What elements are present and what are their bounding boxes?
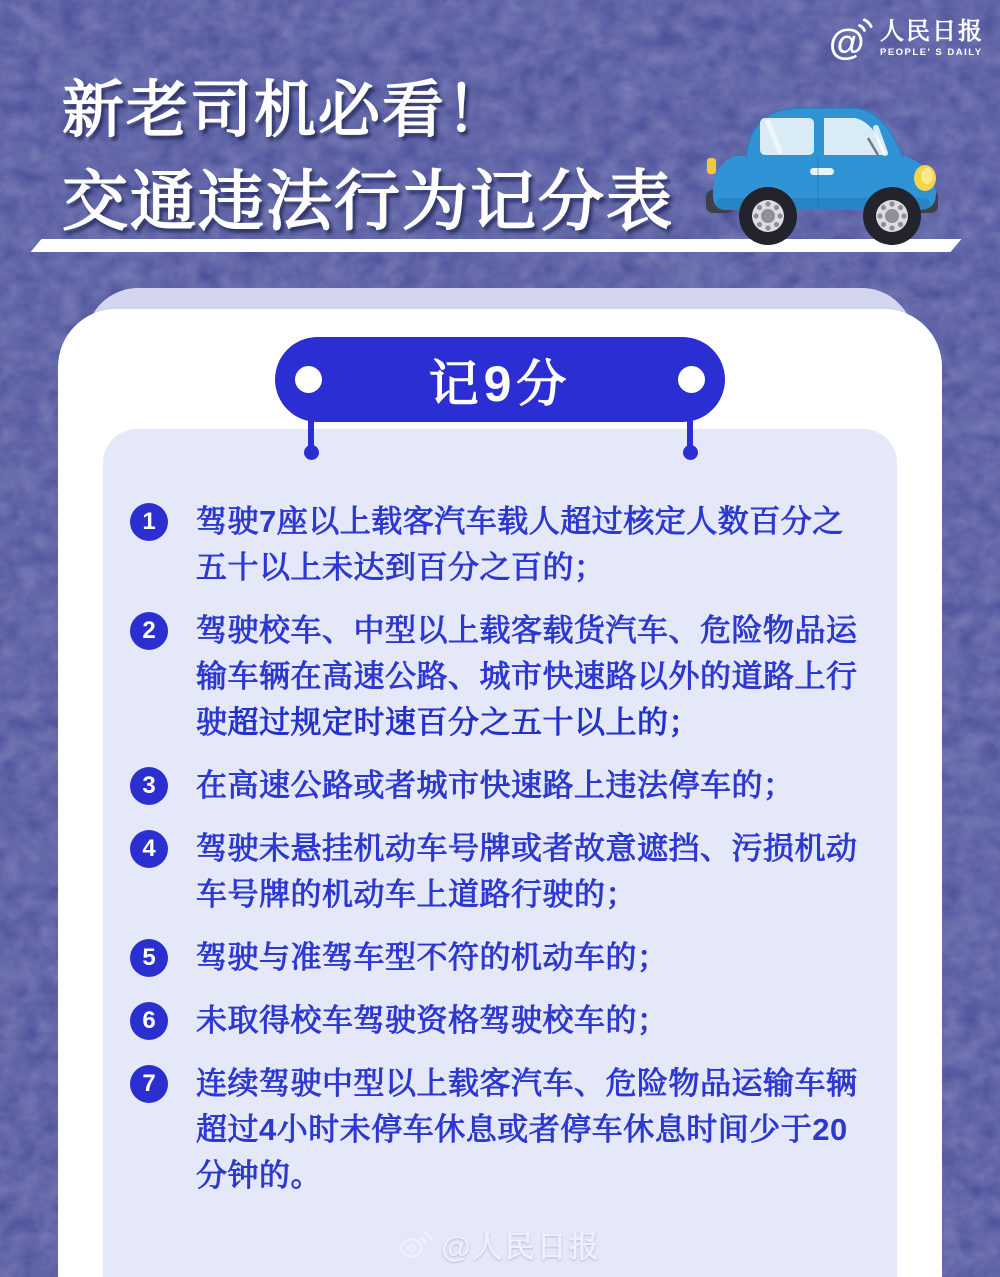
rear-wheel (739, 187, 797, 245)
list-item (130, 935, 867, 981)
list-item (130, 1061, 867, 1199)
car-illustration (706, 98, 938, 248)
item-text (196, 608, 867, 746)
list-item (130, 998, 867, 1044)
item-text-normal: 驾驶未悬挂机动车号牌或者故意遮挡、污损机动车号牌的机动车上道路行驶的； (196, 831, 858, 912)
logo-name-cn: 人民日报 (880, 18, 984, 45)
item-text (196, 499, 867, 591)
item-number-badge: 7 (130, 1065, 168, 1103)
score-banner-label: 记9分 (428, 355, 572, 412)
list-item (130, 763, 867, 809)
item-number-badge: 5 (130, 939, 168, 977)
item-number-badge: 1 (130, 503, 168, 541)
banner-pin-left (308, 418, 314, 450)
list-item (130, 608, 867, 746)
item-number-badge: 6 (130, 1002, 168, 1040)
front-wheel (863, 187, 921, 245)
item-text-normal: 驾驶与准驾车型不符的机动车的； (196, 940, 669, 975)
item-text-normal: 驾驶7座以上载客汽车载人超过核定人数百分之五十以上未达到百分之百的； (196, 504, 844, 585)
item-text (196, 935, 867, 981)
item-text (196, 763, 867, 809)
list-item (130, 499, 867, 591)
logo-name-en: PEOPLE' S DAILY (880, 47, 983, 58)
page-title-line1: 新老司机必看！ (62, 76, 511, 145)
item-text-normal: 连续驾驶中型以上载客汽车、危险物品运输车辆超过4小时未停车休息或者停车休息时间少于20分钟的。 (196, 1066, 858, 1193)
item-number-badge: 2 (130, 612, 168, 650)
item-text (196, 1061, 867, 1199)
item-text (196, 826, 867, 918)
peoples-daily-logo-icon (828, 16, 874, 62)
item-number-badge: 4 (130, 830, 168, 868)
score-banner (275, 337, 725, 422)
item-text-normal: 在高速公路或者城市快速路上违法停车的； (196, 768, 795, 803)
peoples-daily-logo (828, 16, 984, 62)
banner-dot-right (678, 366, 705, 393)
banner-pin-right (687, 418, 693, 450)
item-number-badge: 3 (130, 767, 168, 805)
banner-dot-left (295, 366, 322, 393)
svg-text:@: @ (828, 21, 865, 62)
watermark-text: @人民日报 (441, 1231, 601, 1264)
item-text-normal: 未取得校车驾驶资格驾驶校车的； (196, 1003, 669, 1038)
item-text-normal: 驾驶校车、中型以上载客载货汽车、危险物品运输车辆在高速公路、城市快速路以外的道路上行驶 (196, 613, 858, 740)
list-item (130, 826, 867, 918)
page-title-line2: 交通违法行为记分表 (62, 164, 674, 238)
weibo-watermark (399, 1222, 600, 1266)
item-text (196, 998, 867, 1044)
violation-list (103, 429, 897, 1199)
weibo-icon (399, 1229, 433, 1259)
item-text-bold: 超过规定时速百分之五十以上的； (227, 705, 700, 740)
